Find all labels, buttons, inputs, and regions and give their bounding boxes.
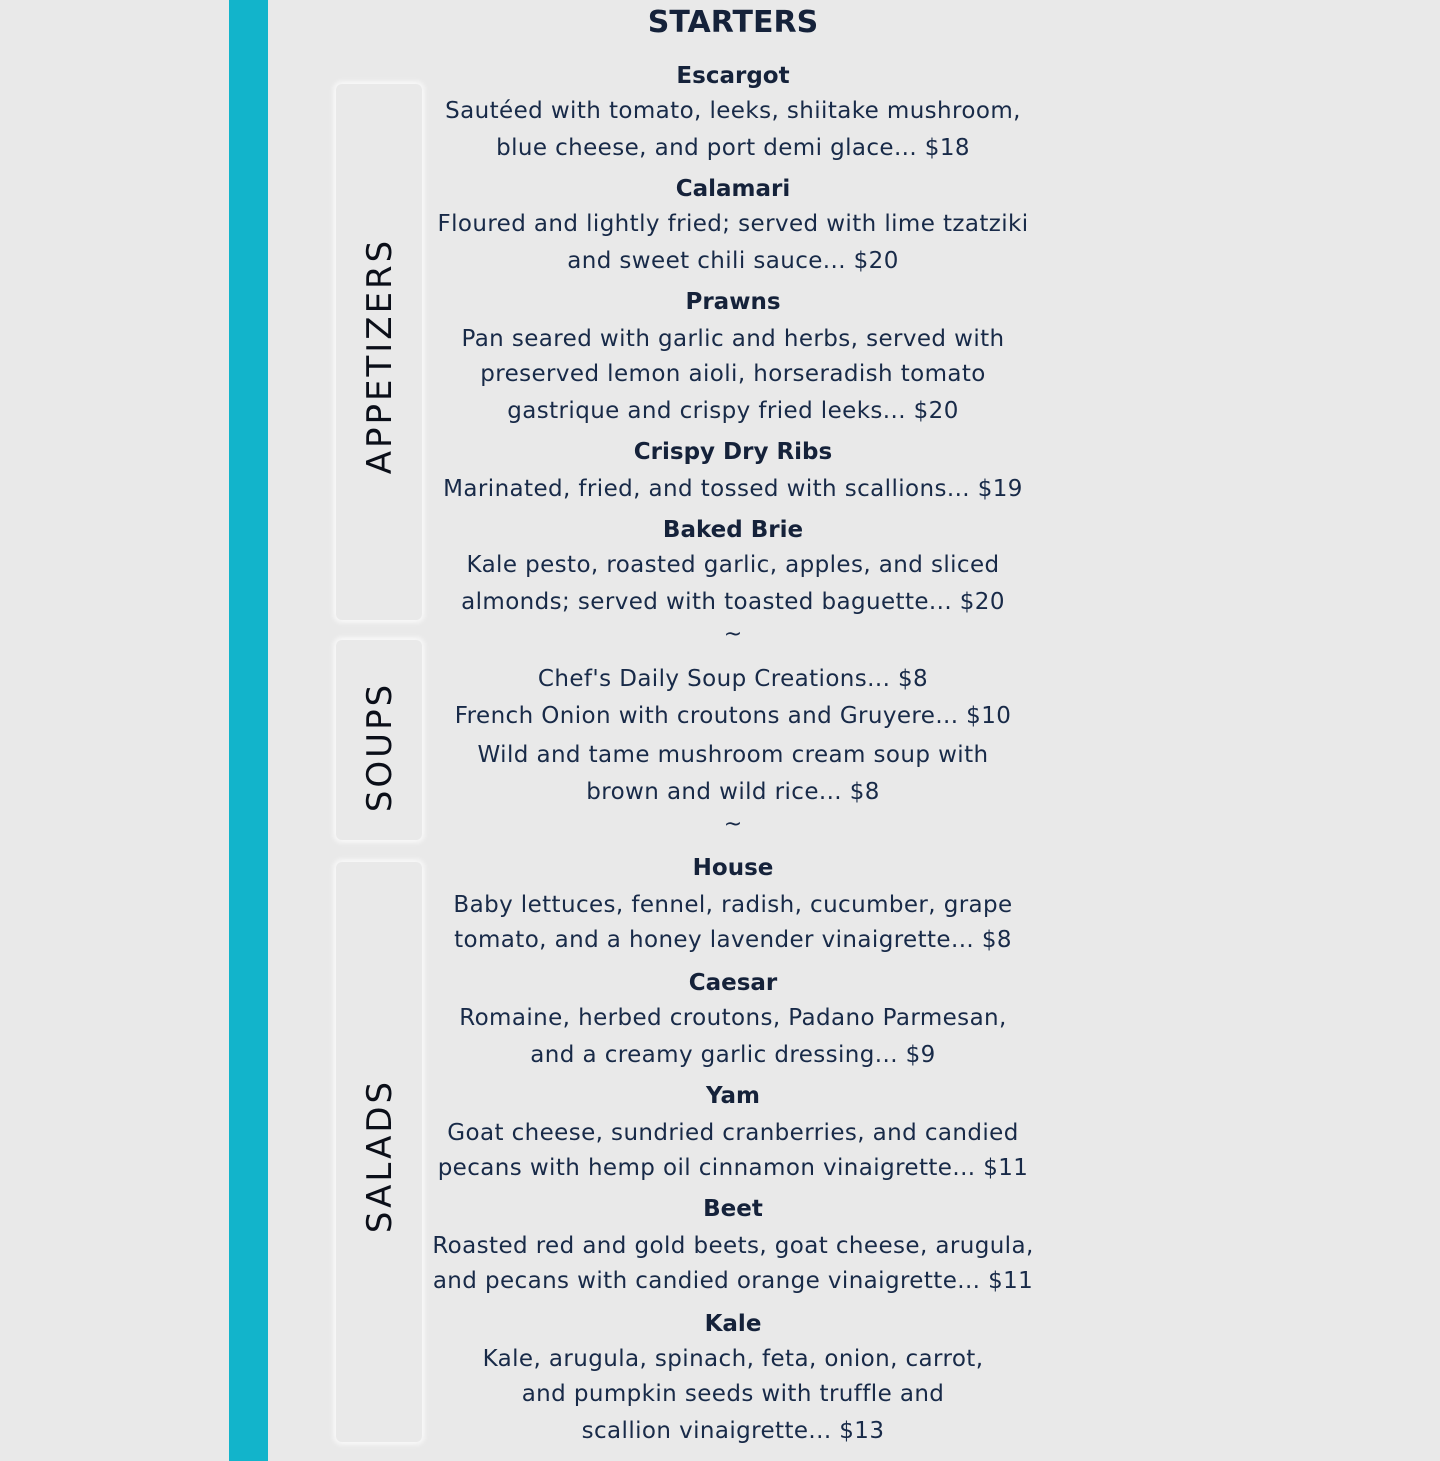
item-name-calamari: Calamari xyxy=(675,176,791,202)
soup-line: Chef's Daily Soup Creations... $8 xyxy=(537,666,929,692)
item-desc-line: and pecans with candied orange vinaigrette... $11 xyxy=(432,1268,1034,1294)
accent-bar xyxy=(229,0,268,1461)
soups-section-label: SOUPS xyxy=(360,681,400,813)
item-desc-line: blue cheese, and port demi glace... $18 xyxy=(496,135,970,161)
section-separator: ~ xyxy=(723,622,743,647)
item-desc-line: Sautéed with tomato, leeks, shiitake mushroom, xyxy=(445,98,1021,124)
item-name-beet: Beet xyxy=(703,1196,763,1222)
item-desc-line: Pan seared with garlic and herbs, served with xyxy=(461,326,1005,352)
soup-line: brown and wild rice... $8 xyxy=(586,779,880,805)
soup-line: Wild and tame mushroom cream soup with xyxy=(477,742,989,768)
item-desc-line: scallion vinaigrette... $13 xyxy=(581,1418,885,1444)
item-desc-line: and sweet chili sauce... $20 xyxy=(567,248,899,274)
item-desc-line: tomato, and a honey lavender vinaigrette... $8 xyxy=(454,927,1012,953)
item-desc-line: gastrique and crispy fried leeks... $20 xyxy=(507,398,959,424)
item-name-baked-brie: Baked Brie xyxy=(662,517,804,543)
item-desc-line: Marinated, fried, and tossed with scallions... $19 xyxy=(443,476,1023,502)
item-desc-line: preserved lemon aioli, horseradish tomato xyxy=(480,361,986,387)
item-name-caesar: Caesar xyxy=(688,970,778,996)
item-name-yam: Yam xyxy=(705,1083,761,1109)
item-desc-line: and a creamy garlic dressing... $9 xyxy=(530,1042,936,1068)
item-name-prawns: Prawns xyxy=(685,289,781,315)
item-desc-line: Floured and lightly fried; served with lime tzatziki xyxy=(437,211,1029,237)
item-desc-line: Roasted red and gold beets, goat cheese, arugula, xyxy=(432,1233,1034,1259)
item-name-crispy-dry-ribs: Crispy Dry Ribs xyxy=(633,439,833,465)
item-desc-line: Kale, arugula, spinach, feta, onion, carrot, xyxy=(482,1346,984,1372)
item-name-house: House xyxy=(692,855,774,881)
item-desc-line: almonds; served with toasted baguette... $20 xyxy=(461,589,1005,615)
item-desc-line: Kale pesto, roasted garlic, apples, and sliced xyxy=(466,552,1000,578)
item-desc-line: pecans with hemp oil cinnamon vinaigrette... $11 xyxy=(437,1155,1029,1181)
item-name-escargot: Escargot xyxy=(676,63,790,89)
item-name-kale: Kale xyxy=(704,1311,762,1337)
appetizers-section-label: APPETIZERS xyxy=(360,237,400,475)
item-desc-line: Romaine, herbed croutons, Padano Parmesan, xyxy=(459,1005,1007,1031)
menu-title: STARTERS xyxy=(647,5,819,40)
item-desc-line: Baby lettuces, fennel, radish, cucumber, grape xyxy=(453,892,1013,918)
salads-section-label: SALADS xyxy=(360,1078,400,1234)
section-separator: ~ xyxy=(723,812,743,837)
soup-line: French Onion with croutons and Gruyere... $10 xyxy=(454,703,1012,729)
item-desc-line: and pumpkin seeds with truffle and xyxy=(521,1381,945,1407)
item-desc-line: Goat cheese, sundried cranberries, and candied xyxy=(447,1120,1019,1146)
